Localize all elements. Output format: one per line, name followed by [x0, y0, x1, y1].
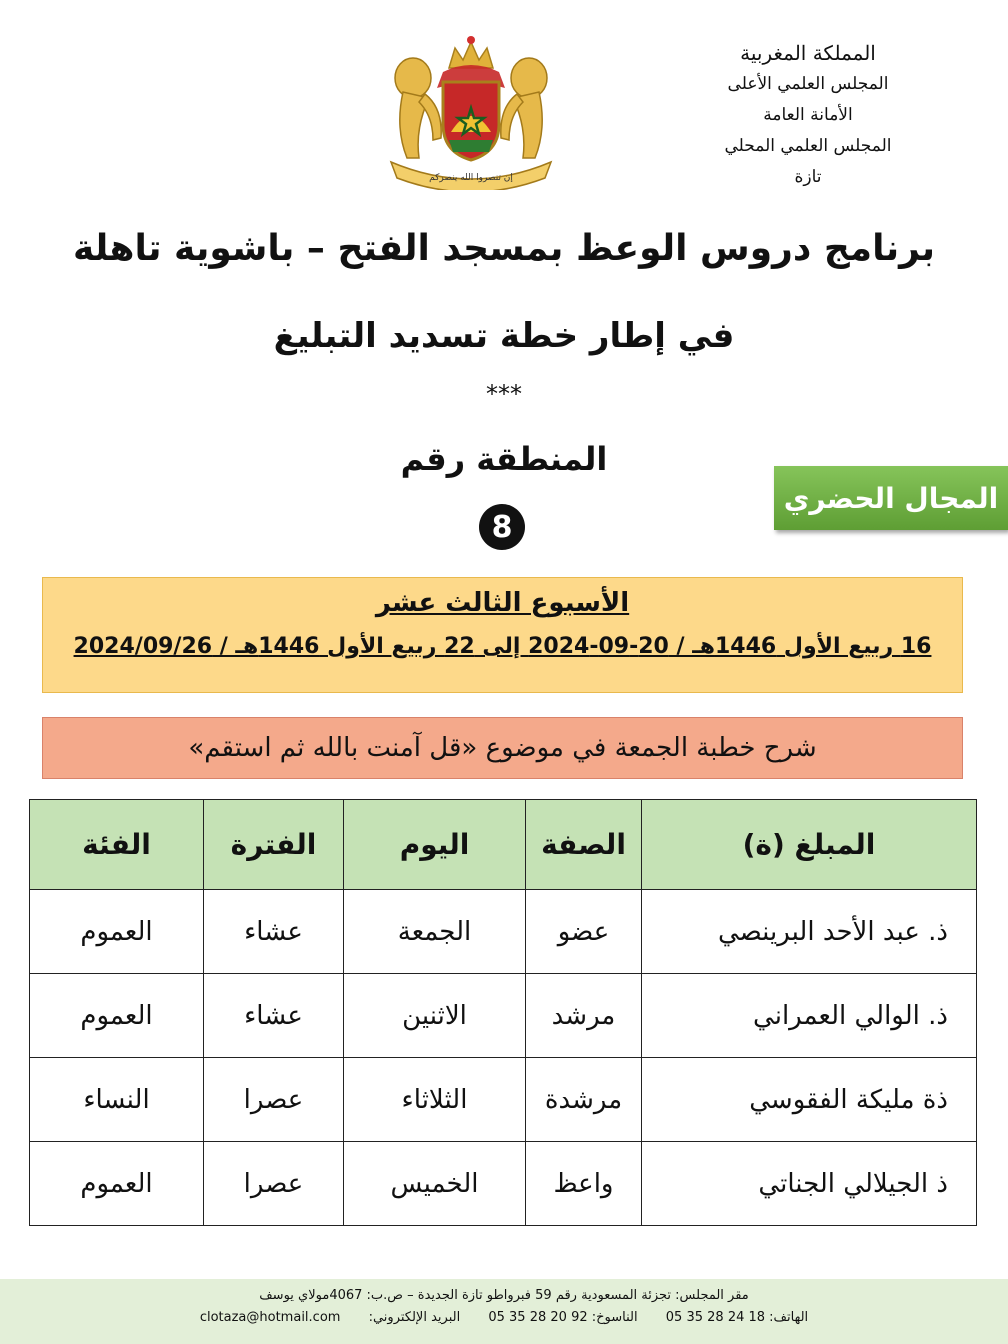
institution-header: [708, 38, 908, 193]
day-cell: الاثنين: [344, 974, 526, 1058]
program-title: برنامج دروس الوعظ بمسجد الفتح – باشوية تاهلة: [72, 228, 936, 269]
institution-line: الأمانة العامة: [763, 105, 853, 125]
footer-email-link[interactable]: clotaza@hotmail.com: [199, 1310, 341, 1325]
footer-address: مقر المجلس: تجزئة المسعودية رقم 59 فبرواطو تازة الجديدة – ص.ب: 4067مولاي يوسف: [259, 1288, 749, 1303]
week-info-box: [42, 577, 963, 693]
audience-cell: العموم: [30, 974, 204, 1058]
schedule-table: [29, 799, 977, 1226]
footer-phone: الهاتف: 18 24 28 35 05: [665, 1310, 809, 1325]
institution-line: المجلس العلمي الأعلى: [727, 74, 889, 94]
role-cell: مرشدة: [526, 1058, 642, 1142]
urban-area-badge: المجال الحضري: [774, 466, 1008, 530]
zone-label: المنطقة رقم: [400, 440, 608, 478]
week-title: الأسبوع الثالث عشر: [375, 588, 630, 618]
emblem-motto: إن تنصروا الله ينصركم: [429, 173, 513, 183]
role-cell: واعظ: [526, 1142, 642, 1226]
column-header-day: اليوم: [344, 800, 526, 890]
period-cell: عصرا: [204, 1142, 344, 1226]
period-cell: عصرا: [204, 1058, 344, 1142]
audience-cell: العموم: [30, 1142, 204, 1226]
program-subtitle: في إطار خطة تسديد التبليغ: [273, 316, 735, 356]
day-cell: الثلاثاء: [344, 1058, 526, 1142]
preacher-cell: ذ. عبد الأحد البرينصي: [642, 890, 977, 974]
week-dates: 16 ربيع الأول 1446هـ / 20-09-2024 إلى 22 ربيع الأول 1446هـ / 2024/09/26: [73, 634, 932, 659]
institution-line: تازة: [794, 167, 822, 187]
moroccan-coat-of-arms-icon: [385, 28, 557, 190]
zone-number-badge: 8: [479, 504, 525, 550]
table-header-row: [30, 800, 977, 890]
footer: [0, 1279, 1008, 1344]
column-header-period: الفترة: [204, 800, 344, 890]
audience-cell: النساء: [30, 1058, 204, 1142]
period-cell: عشاء: [204, 890, 344, 974]
footer-fax: الناسوخ: 92 20 28 35 05: [488, 1310, 638, 1325]
footer-contact: [0, 1307, 1008, 1329]
role-cell: عضو: [526, 890, 642, 974]
day-cell: الخميس: [344, 1142, 526, 1226]
day-cell: الجمعة: [344, 890, 526, 974]
column-header-audience: الفئة: [30, 800, 204, 890]
column-header-role: الصفة: [526, 800, 642, 890]
preacher-cell: ذ. الوالي العمراني: [642, 974, 977, 1058]
topic-box: شرح خطبة الجمعة في موضوع «قل آمنت بالله ثم استقم»: [42, 717, 963, 779]
institution-line: المملكة المغربية: [740, 41, 876, 65]
separator-stars: ***: [486, 380, 522, 408]
period-cell: عشاء: [204, 974, 344, 1058]
institution-line: المجلس العلمي المحلي: [724, 136, 892, 156]
preacher-cell: ذة مليكة الفقوسي: [642, 1058, 977, 1142]
preacher-cell: ذ الجيلالي الجناتي: [642, 1142, 977, 1226]
table-row: [30, 1058, 977, 1142]
column-header-preacher: المبلغ (ة): [642, 800, 977, 890]
role-cell: مرشد: [526, 974, 642, 1058]
footer-email-label: البريد الإلكتروني:: [368, 1310, 461, 1325]
table-row: [30, 1142, 977, 1226]
table-row: [30, 974, 977, 1058]
audience-cell: العموم: [30, 890, 204, 974]
table-row: [30, 890, 977, 974]
